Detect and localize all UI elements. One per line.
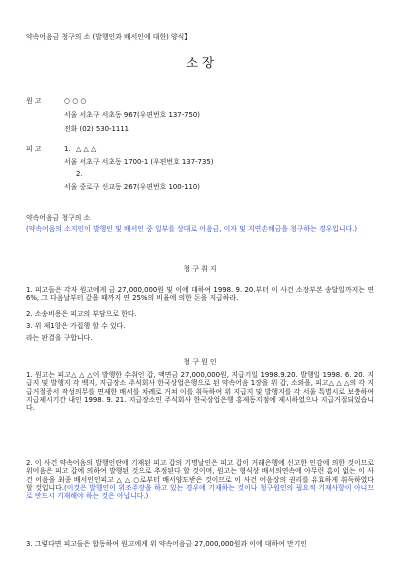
case-note: (약속어음의 소지인이 발행인 및 배서인 중 일부를 상대로 어음금, 이자 및 지연손해금을 청구하는 경우입니다.) <box>26 225 358 233</box>
reason-2-text: 2. 이 사건 약속어음의 발행인란에 기재된 피고 갑의 기명날인은 피고 갑이 거래은행에 신고한 인감에 의한 것이므로 위어음은 피고 갑에 의하여 발행된 것으로 추정된다 할 것이며, 원고는 형식상 배서의연속에 아무런 흠이 없는 이 사건 어음을 최종 배서인인피고 △ △ ○로부터 배서양도받은 것이므로 이 사건 어음상의 권리를 유효하게 취득하였다 할 것입니다. <box>26 459 374 492</box>
reason-heading: 청 구 원 인 <box>183 358 217 366</box>
defendant-1-number: 1. <box>64 145 71 153</box>
defendant-1-name: △ △ △ <box>76 145 97 153</box>
defendant-2-number: 2. <box>76 170 83 178</box>
claim-heading: 청 구 취 지 <box>183 265 217 273</box>
page-title: 소 장 <box>185 55 215 70</box>
defendant-1-address: 서울 서초구 서초동 1700-1 (우편번호 137-735) <box>64 158 214 166</box>
reason-paragraph-1: 1. 원고는 피고△ △ △이 발행한 수취인 갑, 액면금 27,000,000원, 지급기일 1998.9.20. 발행일 1998. 6. 20. 지급지 및 발행지 각 백지, 지급장소 주식회사 한국상업은행으로 된 약속어음 1장을 위 갑, 소외을, 피고△ △ △의 각 지급거절증서 작성의무를 면제한 배서를 차례로 거쳐 이를 취득하여 위 지급지 및 발행지를 각 서울 특별시로 보충하여 지급제시기간 내인 1998. 9. 21. 지급장소인 주식회사 한국상업은행 홍제동지점에 제시하였으나 지급거절되었습니다. <box>26 371 374 413</box>
plaintiff-label: 원 고 <box>26 97 42 105</box>
claim-item-1: 1. 피고들은 각자 원고에게 금 27,000,000원 및 이에 대하여 1998. 9. 20.부터 이 사건 소장부본 송달일까지는 연 6%, 그 다음날부터 갚을 때까지 연 25%의 비율에 의한 돈을 지급하라. <box>26 286 374 303</box>
plaintiff-address: 서울 서초구 서초동 967(우편번호 137-750) <box>64 111 200 119</box>
claim-item-3: 3. 위 제1항은 가집행 할 수 있다. <box>26 322 126 330</box>
claim-closing: 라는 판결을 구합니다. <box>26 334 93 342</box>
plaintiff-phone: 전화 (02) 530-1111 <box>64 125 130 133</box>
reason-2-note: (이것은 발행인이 위조주장을 하고 있는 경우에 기재하는 것이나 청구원인의 필요적 기재사항이 아니므로 반드시 기재해야 하는 것은 아닙니다.) <box>26 483 374 501</box>
case-name: 약속어음금 청구의 소 <box>26 214 91 222</box>
claim-item-2: 2. 소송비용은 피고의 부담으로 한다. <box>26 310 137 318</box>
defendant-2-address: 서울 중로구 신교동 267(우편번호 100-110) <box>64 183 200 191</box>
plaintiff-name: ○ ○ ○ <box>64 97 87 105</box>
reason-paragraph-3: 3. 그렇다면 피고들은 합동하여 원고에게 위 약속어음금 27,000,000원과 이에 대하여 만기인 <box>26 540 307 548</box>
defendant-label: 피 고 <box>26 145 42 153</box>
document-type-header: 약속어음금 청구의 소 (발행인과 배서인에 대한) 양식】 <box>26 33 192 41</box>
reason-paragraph-2 <box>26 459 374 500</box>
